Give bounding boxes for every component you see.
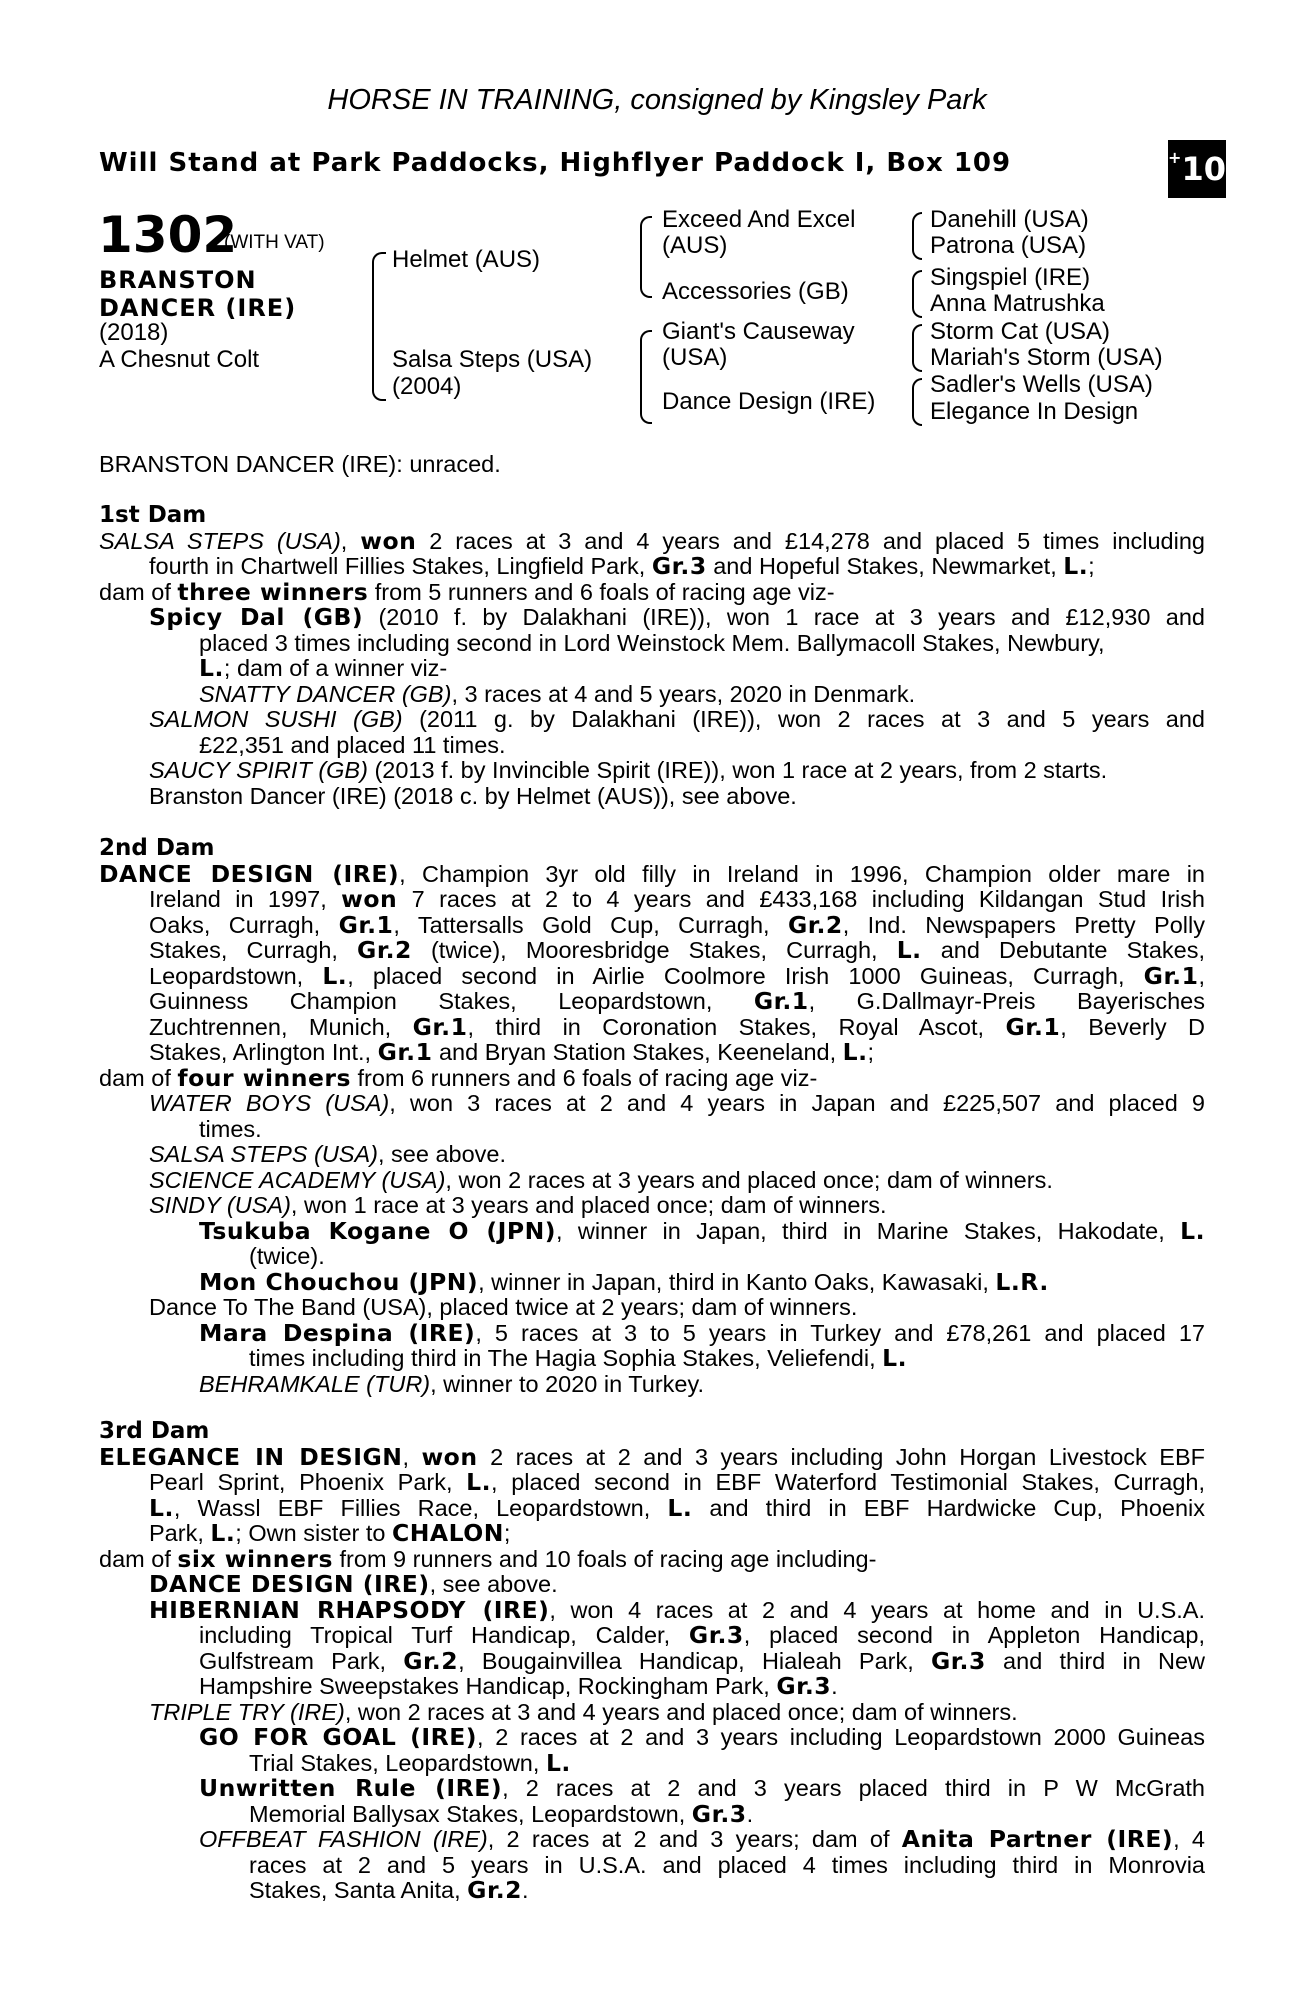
dam3-line-4: Park, L.; Own sister to CHALON; xyxy=(149,1519,511,1547)
dam1-line-3: dam of three winners from 5 runners and 6 foals of racing age viz- xyxy=(99,577,835,606)
dam1-line-5: placed 3 times including second in Lord Weinstock Mem. Ballymacoll Stakes, Newbury, xyxy=(199,629,1105,656)
dam-year: (2004) xyxy=(392,373,462,400)
dam2-line-8: Stakes, Arlington Int., Gr.1 and Bryan Station Stakes, Keeneland, L.; xyxy=(149,1038,875,1066)
third-dam-section xyxy=(99,1419,1205,1904)
first-dam-heading: 1st Dam xyxy=(99,502,207,528)
dam2-line-21: BEHRAMKALE (TUR), winner to 2020 in Turkey. xyxy=(199,1370,705,1397)
foaling-year: (2018) xyxy=(99,319,169,346)
dam1-line-1: SALSA STEPS (USA), won 2 races at 3 and 4 years and £14,278 and placed 5 times including xyxy=(99,526,1205,555)
sire-sire-line1: Exceed And Excel xyxy=(662,206,856,233)
dam2-line-13: SCIENCE ACADEMY (USA), won 2 races at 3 years and placed once; dam of winners. xyxy=(149,1166,1053,1193)
dam3-line-14: Unwritten Rule (IRE), 2 races at 2 and 3 years placed third in P W McGrath xyxy=(199,1774,1205,1802)
dam2-line-18: Dance To The Band (USA), placed twice at 2 years; dam of winners. xyxy=(149,1294,858,1320)
dam3-line-18: Stakes, Santa Anita, Gr.2. xyxy=(249,1876,529,1904)
dam2-line-6: Guinness Champion Stakes, Leopardstown, Gr.1, G.Dallmayr-Preis Bayerisches xyxy=(149,987,1205,1015)
dam2-line-19: Mara Despina (IRE), 5 races at 3 to 5 years in Turkey and £78,261 and placed 17 xyxy=(199,1318,1205,1347)
dam1-line-9: £22,351 and placed 11 times. xyxy=(199,731,506,758)
race-record-section xyxy=(99,452,1205,478)
brace-sire xyxy=(640,216,652,298)
dam3-line-17: races at 2 and 5 years in U.S.A. and placed 4 times including third in Monrovia xyxy=(249,1851,1205,1878)
dam2-line-11: times. xyxy=(199,1115,262,1142)
sire-sire-dam: Patrona (USA) xyxy=(930,232,1087,259)
dam3-line-5: dam of six winners from 9 runners and 10 foals of racing age including- xyxy=(99,1544,877,1573)
race-record: BRANSTON DANCER (IRE): unraced. xyxy=(99,451,501,477)
dam2-line-1: DANCE DESIGN (IRE), Champion 3yr old filly in Ireland in 1996, Champion older mare in xyxy=(99,859,1205,888)
dam3-line-7: HIBERNIAN RHAPSODY (IRE), won 4 races at 2 and 4 years at home and in U.S.A. xyxy=(149,1595,1205,1624)
brace-ss xyxy=(912,212,922,260)
horse-name-line2: DANCER (IRE) xyxy=(99,294,297,322)
dam2-line-10: WATER BOYS (USA), won 3 races at 2 and 4 years in Japan and £225,507 and placed 9 xyxy=(149,1090,1205,1116)
dam1-line-8: SALMON SUSHI (GB) (2011 g. by Dalakhani (IRE)), won 2 races at 3 and 5 years and xyxy=(149,706,1205,732)
brace-ds xyxy=(912,324,922,372)
first-dam-section xyxy=(99,503,1205,809)
dam1-line-4: Spicy Dal (GB) (2010 f. by Dalakhani (IRE)), won 1 race at 3 years and £12,930 and xyxy=(149,603,1205,631)
dam2-line-4: Stakes, Curragh, Gr.2 (twice), Mooresbridge Stakes, Curragh, L. and Debutante Stakes, xyxy=(149,936,1205,964)
dam2-line-3: Oaks, Curragh, Gr.1, Tattersalls Gold Cup, Curragh, Gr.2, Ind. Newspapers Pretty Polly xyxy=(149,910,1205,939)
horse-description: A Chesnut Colt xyxy=(99,346,260,373)
dam-dam-dam: Elegance In Design xyxy=(930,398,1139,425)
dam2-line-16: (twice). xyxy=(249,1243,325,1269)
dam-sire-sire: Storm Cat (USA) xyxy=(930,318,1111,345)
dam: Salsa Steps (USA) xyxy=(392,346,593,373)
dam-dam: Dance Design (IRE) xyxy=(662,388,876,415)
sire-dam-dam: Anna Matrushka xyxy=(930,290,1105,317)
brace-sd xyxy=(912,270,922,318)
second-dam-heading: 2nd Dam xyxy=(99,835,215,861)
dam3-line-3: L., Wassl EBF Fillies Race, Leopardstown, L. and third in EBF Hardwicke Cup, Phoenix xyxy=(149,1493,1205,1522)
dam3-line-11: TRIPLE TRY (IRE), won 2 races at 3 and 4 years and placed once; dam of winners. xyxy=(149,1698,1018,1725)
dam2-line-7: Zuchtrennen, Munich, Gr.1, third in Coronation Stakes, Royal Ascot, Gr.1, Beverly D xyxy=(149,1012,1205,1041)
dam-dam-sire: Sadler's Wells (USA) xyxy=(930,371,1153,398)
dam3-line-6: DANCE DESIGN (IRE), see above. xyxy=(149,1570,558,1598)
dam2-line-9: dam of four winners from 6 runners and 6 foals of racing age viz- xyxy=(99,1063,818,1092)
dam2-line-20: times including third in The Hagia Sophia Stakes, Veliefendi, L. xyxy=(249,1344,908,1372)
dam3-line-13: Trial Stakes, Leopardstown, L. xyxy=(249,1748,571,1777)
dam1-line-10: SAUCY SPIRIT (GB) (2013 f. by Invincible Spirit (IRE)), won 1 race at 2 years, from 2 starts. xyxy=(149,757,1108,783)
dam3-line-10: Hampshire Sweepstakes Handicap, Rockingham Park, Gr.3. xyxy=(199,1672,838,1700)
sire: Helmet (AUS) xyxy=(392,246,541,273)
second-dam-section xyxy=(99,836,1205,1397)
dam3-line-8: including Tropical Turf Handicap, Calder, Gr.3, placed second in Appleton Handicap, xyxy=(199,1621,1205,1649)
dam3-line-9: Gulfstream Park, Gr.2, Bougainvillea Handicap, Hialeah Park, Gr.3 and third in New xyxy=(199,1646,1206,1675)
dam-sire-line1: Giant's Causeway xyxy=(662,318,855,345)
third-dam-heading: 3rd Dam xyxy=(99,1418,210,1444)
vat-note: (WITH VAT) xyxy=(224,232,325,253)
dam3-line-12: GO FOR GOAL (IRE), 2 races at 2 and 3 years including Leopardstown 2000 Guineas xyxy=(199,1723,1205,1751)
horse-name xyxy=(99,266,296,322)
dam2-line-17: Mon Chouchou (JPN), winner in Japan, third in Kanto Oaks, Kawasaki, L.R. xyxy=(199,1267,1049,1296)
brace-gen1 xyxy=(372,252,386,401)
consignor-title: HORSE IN TRAINING, consigned by Kingsley Park xyxy=(327,84,987,116)
badge-number: 10 xyxy=(1181,150,1226,188)
badge-plus: + xyxy=(1168,147,1182,167)
dam-sire-line2: (USA) xyxy=(662,344,728,371)
dam2-line-2: Ireland in 1997, won 7 races at 2 to 4 years and £433,168 including Kildangan Stud Irish xyxy=(149,885,1205,913)
sire-sire-line2: (AUS) xyxy=(662,232,728,259)
lot-number: 1302 xyxy=(98,206,238,264)
dam3-line-1: ELEGANCE IN DESIGN, won 2 races at 2 and 3 years including John Horgan Livestock EBF xyxy=(99,1442,1205,1471)
sire-sire-sire: Danehill (USA) xyxy=(930,206,1089,233)
dam3-line-15: Memorial Ballysax Stakes, Leopardstown, Gr.3. xyxy=(249,1799,754,1828)
dam2-line-12: SALSA STEPS (USA), see above. xyxy=(149,1141,507,1167)
dam2-line-5: Leopardstown, L., placed second in Airlie Coolmore Irish 1000 Guineas, Curragh, Gr.1, xyxy=(149,961,1205,990)
brace-dd xyxy=(912,378,922,426)
dam-sire-dam: Mariah's Storm (USA) xyxy=(930,344,1163,371)
page-badge xyxy=(1168,140,1226,198)
dam3-line-2: Pearl Sprint, Phoenix Park, L., placed second in EBF Waterford Testimonial Stakes, Curragh, xyxy=(149,1468,1205,1496)
horse-name-line1: BRANSTON xyxy=(99,266,257,294)
sire-dam-sire: Singspiel (IRE) xyxy=(930,264,1091,291)
dam2-line-15: Tsukuba Kogane O (JPN), winner in Japan, third in Marine Stakes, Hakodate, L. xyxy=(199,1216,1206,1245)
sire-dam: Accessories (GB) xyxy=(662,278,849,305)
dam1-line-6: L.; dam of a winner viz- xyxy=(199,654,448,682)
dam1-line-7: SNATTY DANCER (GB), 3 races at 4 and 5 years, 2020 in Denmark. xyxy=(199,680,916,707)
stabling-location: Will Stand at Park Paddocks, Highflyer Paddock I, Box 109 xyxy=(99,148,1012,178)
brace-dam xyxy=(640,330,652,424)
dam1-line-2: fourth in Chartwell Fillies Stakes, Lingfield Park, Gr.3 and Hopeful Stakes, Newmarket, L.; xyxy=(149,552,1095,580)
dam2-line-14: SINDY (USA), won 1 race at 3 years and placed once; dam of winners. xyxy=(149,1192,887,1218)
dam1-line-11: Branston Dancer (IRE) (2018 c. by Helmet (AUS)), see above. xyxy=(149,782,797,809)
dam3-line-16: OFFBEAT FASHION (IRE), 2 races at 2 and 3 years; dam of Anita Partner (IRE), 4 xyxy=(199,1825,1205,1853)
